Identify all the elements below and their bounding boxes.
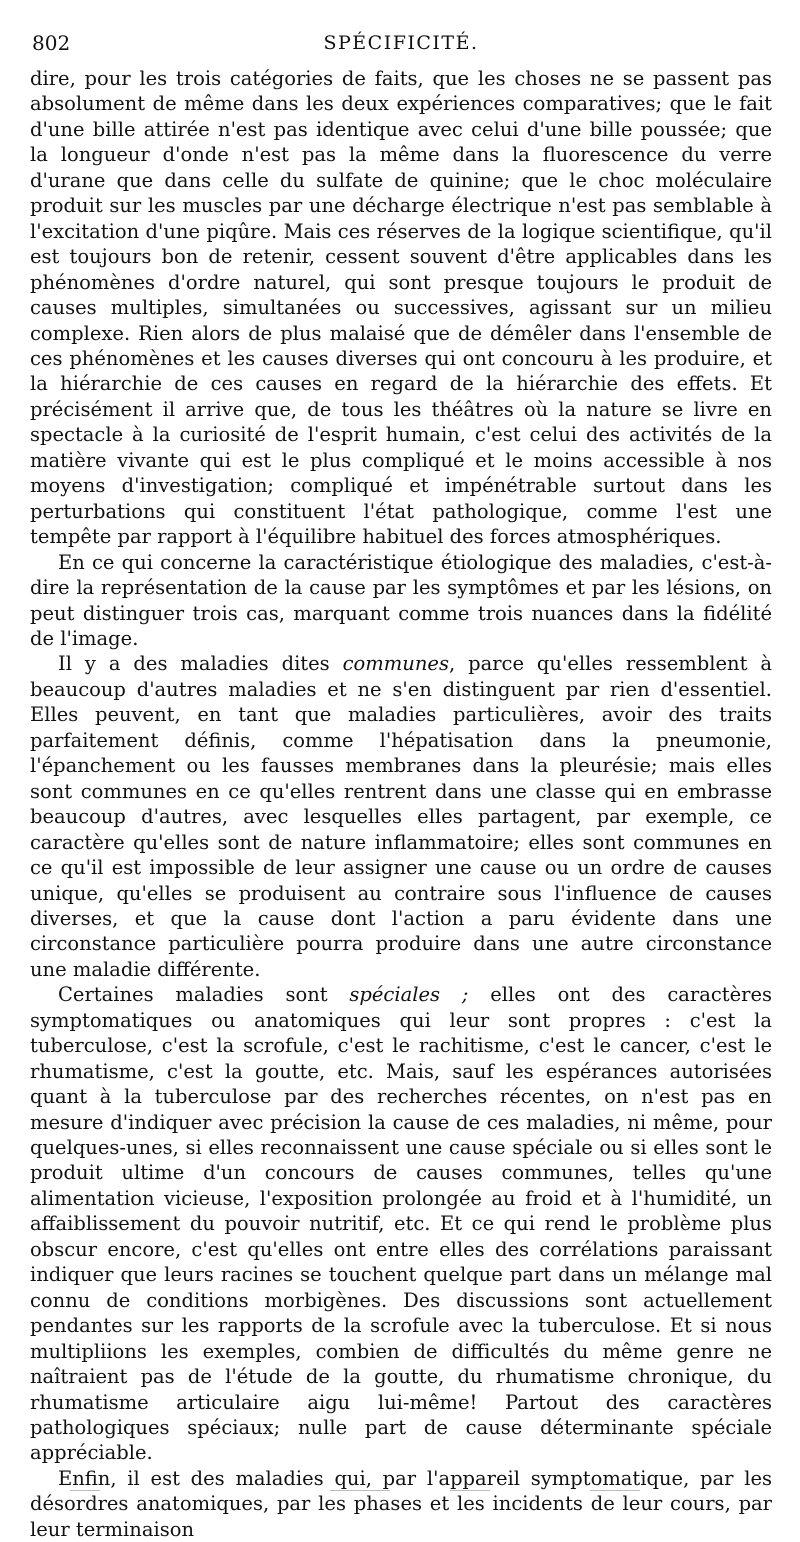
book-page (30, 0, 772, 1541)
scan-bleedthrough-marks (30, 1490, 772, 1496)
page-number: 802 (32, 31, 71, 55)
paragraph-text: dire, pour les trois catégories de faits, que les choses ne se passent pas absolument de même dans les deux expériences comparatives; que le fait d'une bille attirée n'est pas identique avec celui d'une bille poussée; que la longueur d'onde n'est pas la même dans la fluorescence du verre d'urane que dans celle du sulfate de quinine; que le choc moléculaire produit sur les muscles par une décharge électrique n'est pas semblable à l'excitation d'une piqûre. Mais ces réserves de la logique scientifique, qu'il est toujours bon de retenir, cessent souvent d'être applicables dans les phénomènes d'ordre naturel, qui sont presque toujours le produit de causes multiples, simultanées ou successives, agissant sur un milieu complexe. Rien alors de plus malaisé que de démêler dans l'ensemble de ces phénomènes et les causes diverses qui ont concouru à les produire, et la hiérarchie de ces causes en regard de la hiérarchie des effets. Et précisément il arrive que, de tous les théâtres où la nature se livre en spectacle à la curiosité de l'esprit humain, c'est celui des activités de la matière vivante qui est le plus compliqué et le moins accessible à nos moyens d'investigation; compliqué et impénétrable surtout dans les perturbations qui constituent l'état pathologique, comme l'est une tempête par rapport à l'équilibre habituel des forces atmosphériques. (30, 67, 772, 549)
paragraph (30, 66, 772, 550)
bleed-mark (330, 1490, 390, 1491)
paragraph-text: Certaines maladies sont (58, 983, 350, 1007)
page-header (30, 30, 772, 56)
paragraph (30, 651, 772, 982)
paragraph-text: elles ont des caractères symptomatiques ou anatomiques qui leur sont propres : c'est la tuberculose, c'est la scrofule, c'est le rachitisme, c'est le cancer, c'est le rhumatisme, c'est la goutte, etc. Mais, sauf les espérances autorisées quant à la tuberculose par des recherches récentes, on n'est pas en mesure d'indiquer avec précision la cause de ces maladies, ni même, pour quelques-unes, si elles reconnaissent une cause spéciale ou si elles sont le produit ultime d'un concours de causes communes, telles qu'une alimentation vicieuse, l'exposition prolongée au froid et à l'humidité, un affaiblissement du pouvoir nutritif, etc. Et ce qui rend le problème plus obscur encore, c'est qu'elles ont entre elles des corrélations paraissant indiquer que leurs racines se touchent quelque part dans un mélange mal connu de conditions morbigènes. Des discussions sont actuellement pendantes sur les rapports de la scrofule avec la tuberculose. Et si nous multipliions les exemples, combien de difficultés du même genre ne naîtraient pas de l'étude de la goutte, du rhumatisme chronique, du rhumatisme articulaire aigu lui-même! Partout des caractères pathologiques spéciaux; nulle part de cause déterminante spéciale appréciable. (30, 983, 772, 1465)
paragraph (30, 982, 772, 1466)
bleed-mark (450, 1490, 490, 1491)
italic-term: spéciales ; (349, 983, 469, 1007)
bleed-mark (70, 1490, 100, 1491)
paragraph-text: En ce qui concerne la caractéristique étiologique des maladies, c'est-à-dire la représentation de la cause par les symptômes et par les lésions, on peut distinguer trois cas, marquant comme trois nuances dans la fidélité de l'image. (30, 550, 772, 650)
bleed-mark (590, 1490, 640, 1491)
italic-term: communes (342, 652, 449, 676)
paragraph (30, 550, 772, 652)
paragraph-text: , parce qu'elles ressemblent à beaucoup d'autres maladies et ne s'en distinguent par rien d'essentiel. Elles peuvent, en tant que maladies particulières, avoir des traits parfaitement définis, comme l'hépatisation dans la pneumonie, l'épanchement ou les fausses membranes dans la pleurésie; mais elles sont communes en ce qu'elles rentrent dans une classe qui en embrasse beaucoup d'autres, avec lesquelles elles partagent, par exemple, ce caractère qu'elles sont de nature inflammatoire; elles sont communes en ce qu'il est impossible de leur assigner une cause ou un ordre de causes unique, qu'elles se produisent au contraire sous l'influence de causes diverses, et que la cause dont l'action a paru évidente dans une circonstance particulière pourra produire dans une autre circonstance une maladie différente. (30, 652, 772, 981)
paragraph-text: Il y a des maladies dites (58, 652, 343, 676)
paragraph-text: Enfin, il est des maladies qui, par l'appareil symptomatique, par les désordres anatomiques, par les phases et les incidents de leur cours, par leur terminaison (30, 1466, 772, 1541)
running-title: SPÉCIFICITÉ. (323, 32, 479, 54)
body-text (30, 66, 772, 1542)
paragraph (30, 1466, 772, 1542)
